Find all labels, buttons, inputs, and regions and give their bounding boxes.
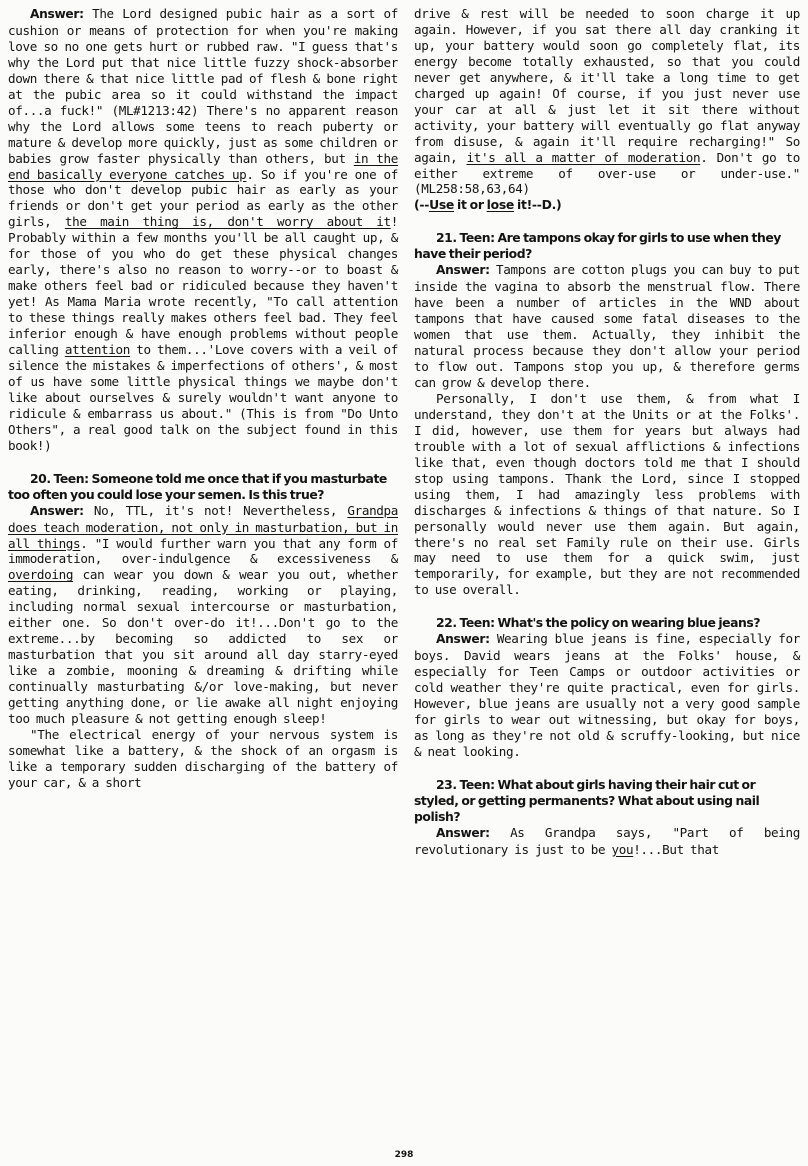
answer-pubic-hair-paragraph — [8, 6, 398, 454]
answer-blue-jeans-paragraph — [414, 631, 800, 760]
signoff-text: (-- — [414, 197, 430, 213]
right-column — [414, 6, 800, 858]
body-text: The Lord designed pubic hair as a sort of cushion or means of protection for when you're making love so no one gets hurt or rubbed raw. "I guess that's why the Lord put that nice little fuzzy shock-absorber down there & that nice little pad of flesh & bone right at the pubic area so it could withstand the impact of...a fuck!" (ML#1213:42) There's no apparent reason why the Lord allows some teens to reach puberty or mature & develop more quickly, just as some children or babies grow faster physically than others, but — [8, 6, 398, 166]
signoff-text: it or — [454, 197, 487, 213]
body-text: !...But that — [633, 841, 719, 857]
body-text: . Don't go to either extreme of over-use or under-use." (ML258:58,63,64) — [414, 149, 800, 197]
body-text: ! Probably within a few months you'll be all caught up, & for those of you who do get these physical changes early, there's also no reason to worry--or to boast & make others feel bad or ridiculed because they haven't yet! As Mama Maria wrote recently, "To call attention to these things really makes others feel bad. They feel inferior enough & have enough problems without people calling — [8, 214, 398, 358]
answer-hair-paragraph — [414, 825, 800, 858]
answer-masturbation-paragraph — [8, 503, 398, 727]
body-text: drive & rest will be needed to soon charge it up again. However, if you sat there all day cranking it up, your battery would soon go completely flat, its energy become totally exhausted, so that you could never get anywhere, & it'll take a long time to get charged up again! Of course, if you just never use your car at all & just let it sit there without activity, your battery will eventually go flat anyway from disuse, & again it'll require recharging!" So again, — [414, 6, 800, 165]
answer-label: Answer: — [436, 263, 490, 278]
underlined-text: you — [611, 841, 634, 857]
answer-label: Answer: — [436, 632, 490, 647]
answer-tampons-paragraph — [414, 262, 800, 391]
question-21-heading: 21. Teen: Are tampons okay for girls to use when they have their period? — [414, 230, 781, 262]
battery-quote-continued — [414, 6, 800, 197]
question-22-heading: 22. Teen: What's the policy on wearing blue jeans? — [436, 615, 761, 631]
underlined-text: overdoing — [8, 567, 74, 583]
body-text: As Grandpa says, "Part of being revolutionary is just to be — [414, 824, 800, 857]
signoff-underlined: lose — [486, 197, 514, 213]
body-text: to them...'Love covers with a veil of silence the mistakes & imperfections of others', & most of us have some little physical things we maybe don't like about ourselves & surely wouldn't want anyone to ridicule & embarrass us about." (This is from "Do Unto Others", a real good talk on the subject found in this book!) — [8, 342, 398, 453]
body-text: . So if you're one of those who don't develop pubic hair as early as your friends or don't get your period as early as the other girls, — [8, 166, 398, 230]
underlined-text: it's all a matter of moderation — [466, 149, 701, 165]
body-text: Wearing blue jeans is fine, especially for boys. David wears jeans at the Folks' house, & especially for Teen Camps or outdoor activities or cold weather they're quite practical, even for girls. However, blue jeans are usually not a very good sample for girls to wear out witnessing, but okay for boys, as long as they're not old & scruffy-looking, but nice & neat looking. — [414, 631, 800, 759]
body-text: No, TTL, it's not! Nevertheless, — [83, 502, 348, 518]
page-number: 298 — [394, 1150, 414, 1160]
underlined-text: the main thing is, don't worry about it — [64, 214, 391, 230]
underlined-text: Grandpa does teach moderation, not only in masturbation, but in all things — [8, 502, 398, 551]
answer-label: Answer: — [30, 503, 84, 518]
signoff-underlined: Use — [429, 197, 455, 213]
question-23-heading: 23. Teen: What about girls having their hair cut or styled, or getting permanents? What about using nail polish? — [414, 776, 760, 824]
body-text: . "I would further warn you that any form of immoderation, over-indulgence & excessiveness & — [8, 535, 399, 567]
answer-label: Answer: — [436, 825, 490, 840]
underlined-text: in the end basically everyone catches up — [8, 150, 398, 182]
answer-label: Answer: — [30, 7, 84, 21]
battery-quote-paragraph: "The electrical energy of your nervous system is somewhat like a battery, & the shock of an orgasm is like a temporary sudden discharging of the battery of your car, & a short — [8, 726, 398, 790]
body-text: can wear you down & wear you out, whether eating, drinking, reading, working or playing, including normal sexual intercourse or masturbation, either one. So don't over-do it!...Don't go to the extreme...by becoming so addicted to sex or masturbation that you sit around all day starry-eyed like a zombie, mooning & dreaming & drifting while continually masturbating &/or love-making, but never getting anything done, or lie awake all night enjoying too much pleasure & not getting enough sleep! — [8, 567, 398, 726]
body-text: Tampons are cotton plugs you can buy to put inside the vagina to absorb the menstrual flow. There have been a number of articles in the WND about tampons that have caused some fatal diseases to the women that use them. Actually, they inhibit the natural process because they don't allow your period to flow out. Tampons stop you up, & therefore germs can grow & develop there. — [414, 262, 800, 390]
underlined-text: attention — [64, 342, 130, 358]
personal-experience-paragraph: Personally, I don't use them, & from what I understand, they don't at the Units or at the Folks'. I did, however, use them for years but always had trouble with a lot of sexual afflictions & infections like that, even though doctors told me that I should stop using tampons. Thank the Lord, since I stopped using them, I had amazingly less problems with discharges & infections & things of that nature. So I personally would never use them again. But again, there's no real set Family rule on their use. Girls may need to use them for a quick swim, just temporarily, for example, but they are not recommended to use overall. — [414, 390, 800, 598]
left-column — [8, 6, 398, 791]
signoff-text: it!--D.) — [514, 197, 562, 213]
signoff-line — [414, 197, 800, 213]
question-20-heading: 20. Teen: Someone told me once that if you masturbate too often you could lose your semen. Is this true? — [8, 470, 387, 502]
